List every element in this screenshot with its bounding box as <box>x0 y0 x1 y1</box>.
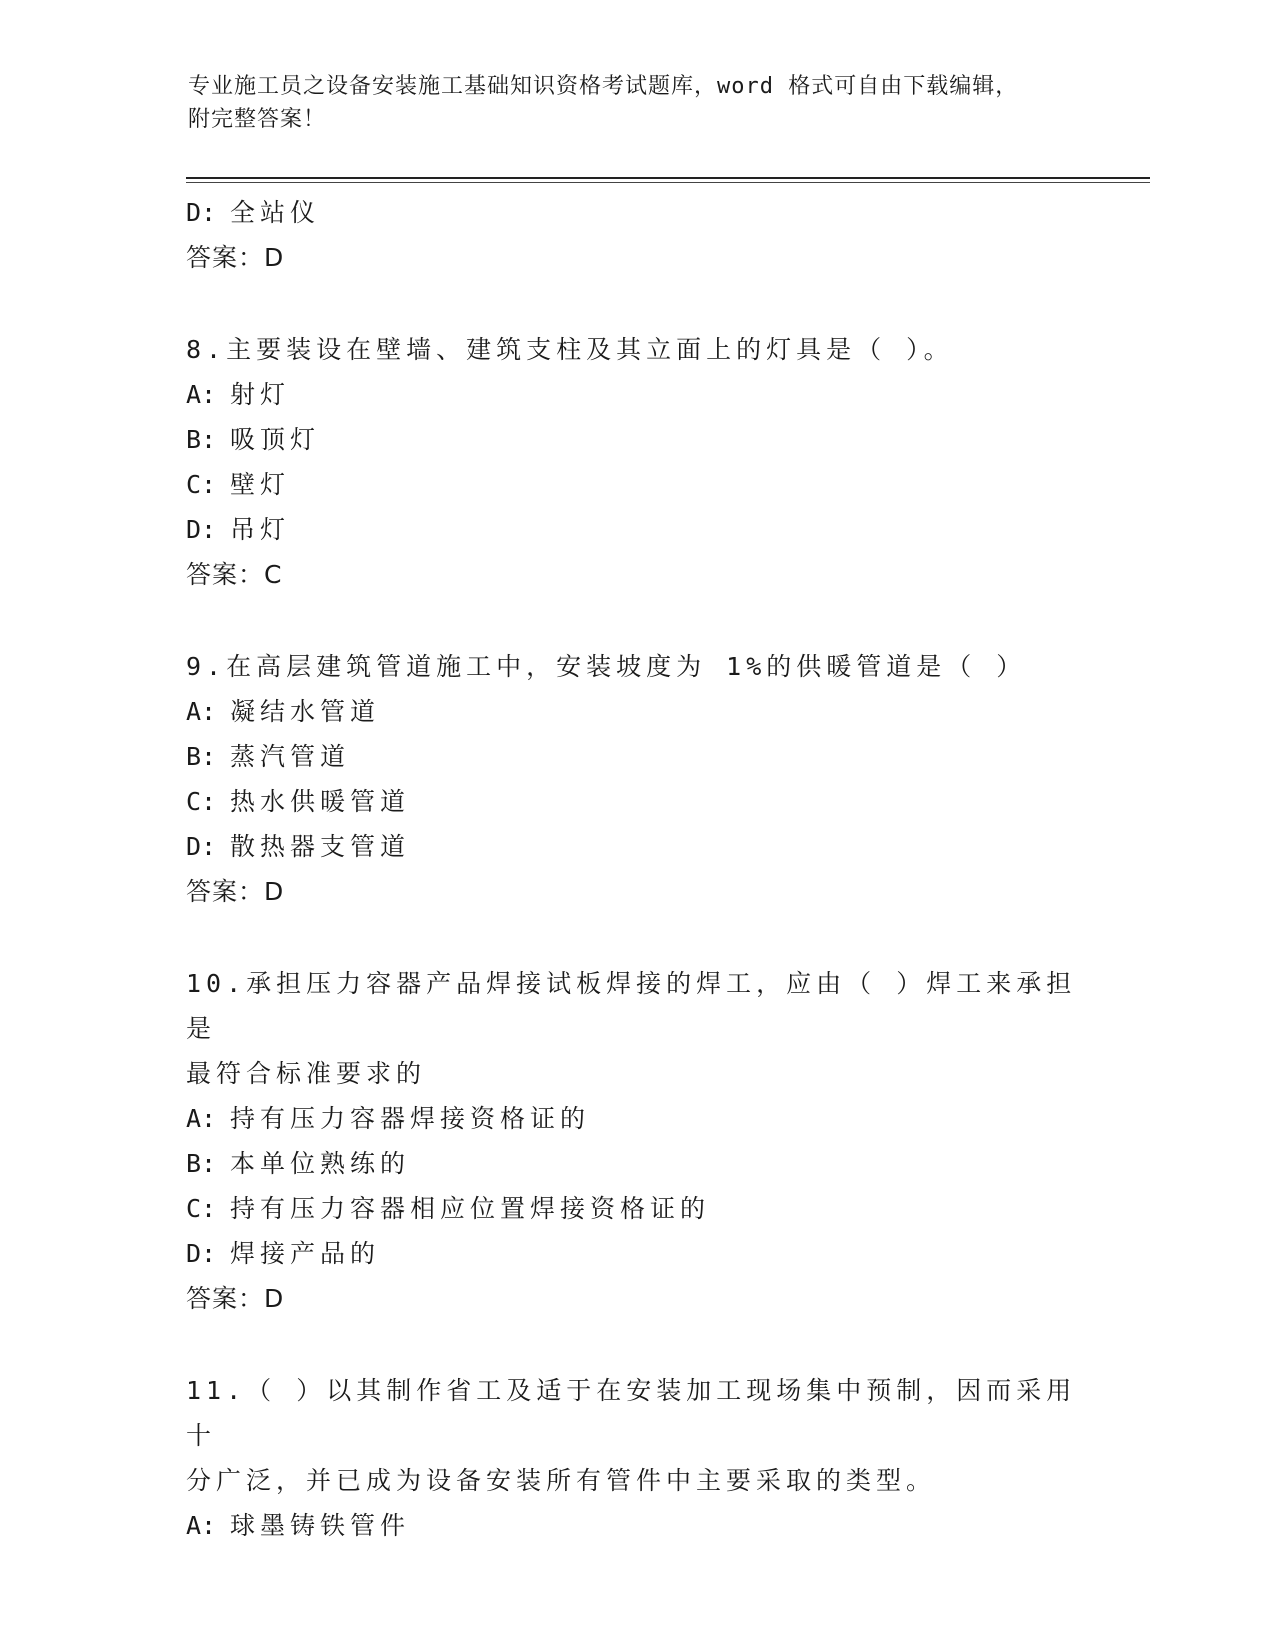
option-c <box>186 1186 1086 1231</box>
option-key: D: <box>186 832 217 861</box>
answer-line: 答案：D <box>186 1284 285 1313</box>
option-text: 散热器支管道 <box>230 832 411 861</box>
option-a <box>186 1503 1086 1548</box>
option-c <box>186 462 1086 507</box>
question-stem-line: 最符合标准要求的 <box>186 1059 427 1088</box>
question-10 <box>186 961 1086 1321</box>
option-text: 射灯 <box>230 380 291 409</box>
answer-line: 答案：D <box>186 243 285 272</box>
option-a <box>186 689 1086 734</box>
option-text: 持有压力容器焊接资格证的 <box>230 1104 591 1133</box>
question-stem <box>186 644 1086 689</box>
option-d <box>186 507 1086 552</box>
option-key: C: <box>186 1194 217 1223</box>
header-line-2: 附完整答案！ <box>188 107 327 132</box>
option-text: 全站仪 <box>230 198 321 227</box>
option-text: 吸顶灯 <box>230 425 321 454</box>
question-fragment <box>186 190 1086 280</box>
option-key: D: <box>186 198 217 227</box>
option-text: 吊灯 <box>230 515 291 544</box>
option-d <box>186 190 1086 235</box>
option-key: B: <box>186 742 217 771</box>
option-key: D: <box>186 515 217 544</box>
option-a <box>186 372 1086 417</box>
option-key: B: <box>186 425 217 454</box>
option-text: 壁灯 <box>230 470 291 499</box>
question-stem-line: 分广泛，并已成为设备安装所有管件中主要采取的类型。 <box>186 1466 937 1495</box>
option-text: 凝结水管道 <box>230 697 381 726</box>
header-divider-thin <box>186 182 1150 183</box>
option-text: 持有压力容器相应位置焊接资格证的 <box>230 1194 711 1223</box>
option-b <box>186 1141 1086 1186</box>
question-stem-line: 9.在高层建筑管道施工中，安装坡度为 1%的供暖管道是（ ） <box>186 652 1027 681</box>
option-text: 本单位熟练的 <box>230 1149 411 1178</box>
option-key: A: <box>186 1511 217 1540</box>
page-header <box>188 70 1068 136</box>
question-11 <box>186 1368 1086 1548</box>
option-a <box>186 1096 1086 1141</box>
option-key: A: <box>186 1104 217 1133</box>
question-stem-line: 10.承担压力容器产品焊接试板焊接的焊工，应由（ ）焊工来承担是 <box>186 969 1077 1043</box>
option-text: 热水供暖管道 <box>230 787 411 816</box>
option-c <box>186 779 1086 824</box>
option-b <box>186 734 1086 779</box>
question-8 <box>186 327 1086 597</box>
option-d <box>186 824 1086 869</box>
option-key: D: <box>186 1239 217 1268</box>
answer-line: 答案：C <box>186 560 283 589</box>
option-text: 球墨铸铁管件 <box>230 1511 411 1540</box>
question-stem <box>186 961 1086 1096</box>
header-divider-thick <box>186 177 1150 179</box>
question-9 <box>186 644 1086 914</box>
option-key: B: <box>186 1149 217 1178</box>
question-content <box>186 190 1086 1548</box>
answer-line: 答案：D <box>186 877 285 906</box>
option-text: 蒸汽管道 <box>230 742 351 771</box>
question-stem <box>186 327 1086 372</box>
option-key: A: <box>186 697 217 726</box>
option-key: C: <box>186 787 217 816</box>
option-d <box>186 1231 1086 1276</box>
option-text: 焊接产品的 <box>230 1239 381 1268</box>
question-stem-line: 8.主要装设在壁墙、建筑支柱及其立面上的灯具是（ ）。 <box>186 335 954 364</box>
header-line-1: 专业施工员之设备安装施工基础知识资格考试题库，word 格式可自由下载编辑， <box>188 74 1019 99</box>
option-b <box>186 417 1086 462</box>
question-stem-line: 11.（ ）以其制作省工及适于在安装加工现场集中预制，因而采用十 <box>186 1376 1077 1450</box>
question-stem <box>186 1368 1086 1503</box>
option-key: A: <box>186 380 217 409</box>
option-key: C: <box>186 470 217 499</box>
